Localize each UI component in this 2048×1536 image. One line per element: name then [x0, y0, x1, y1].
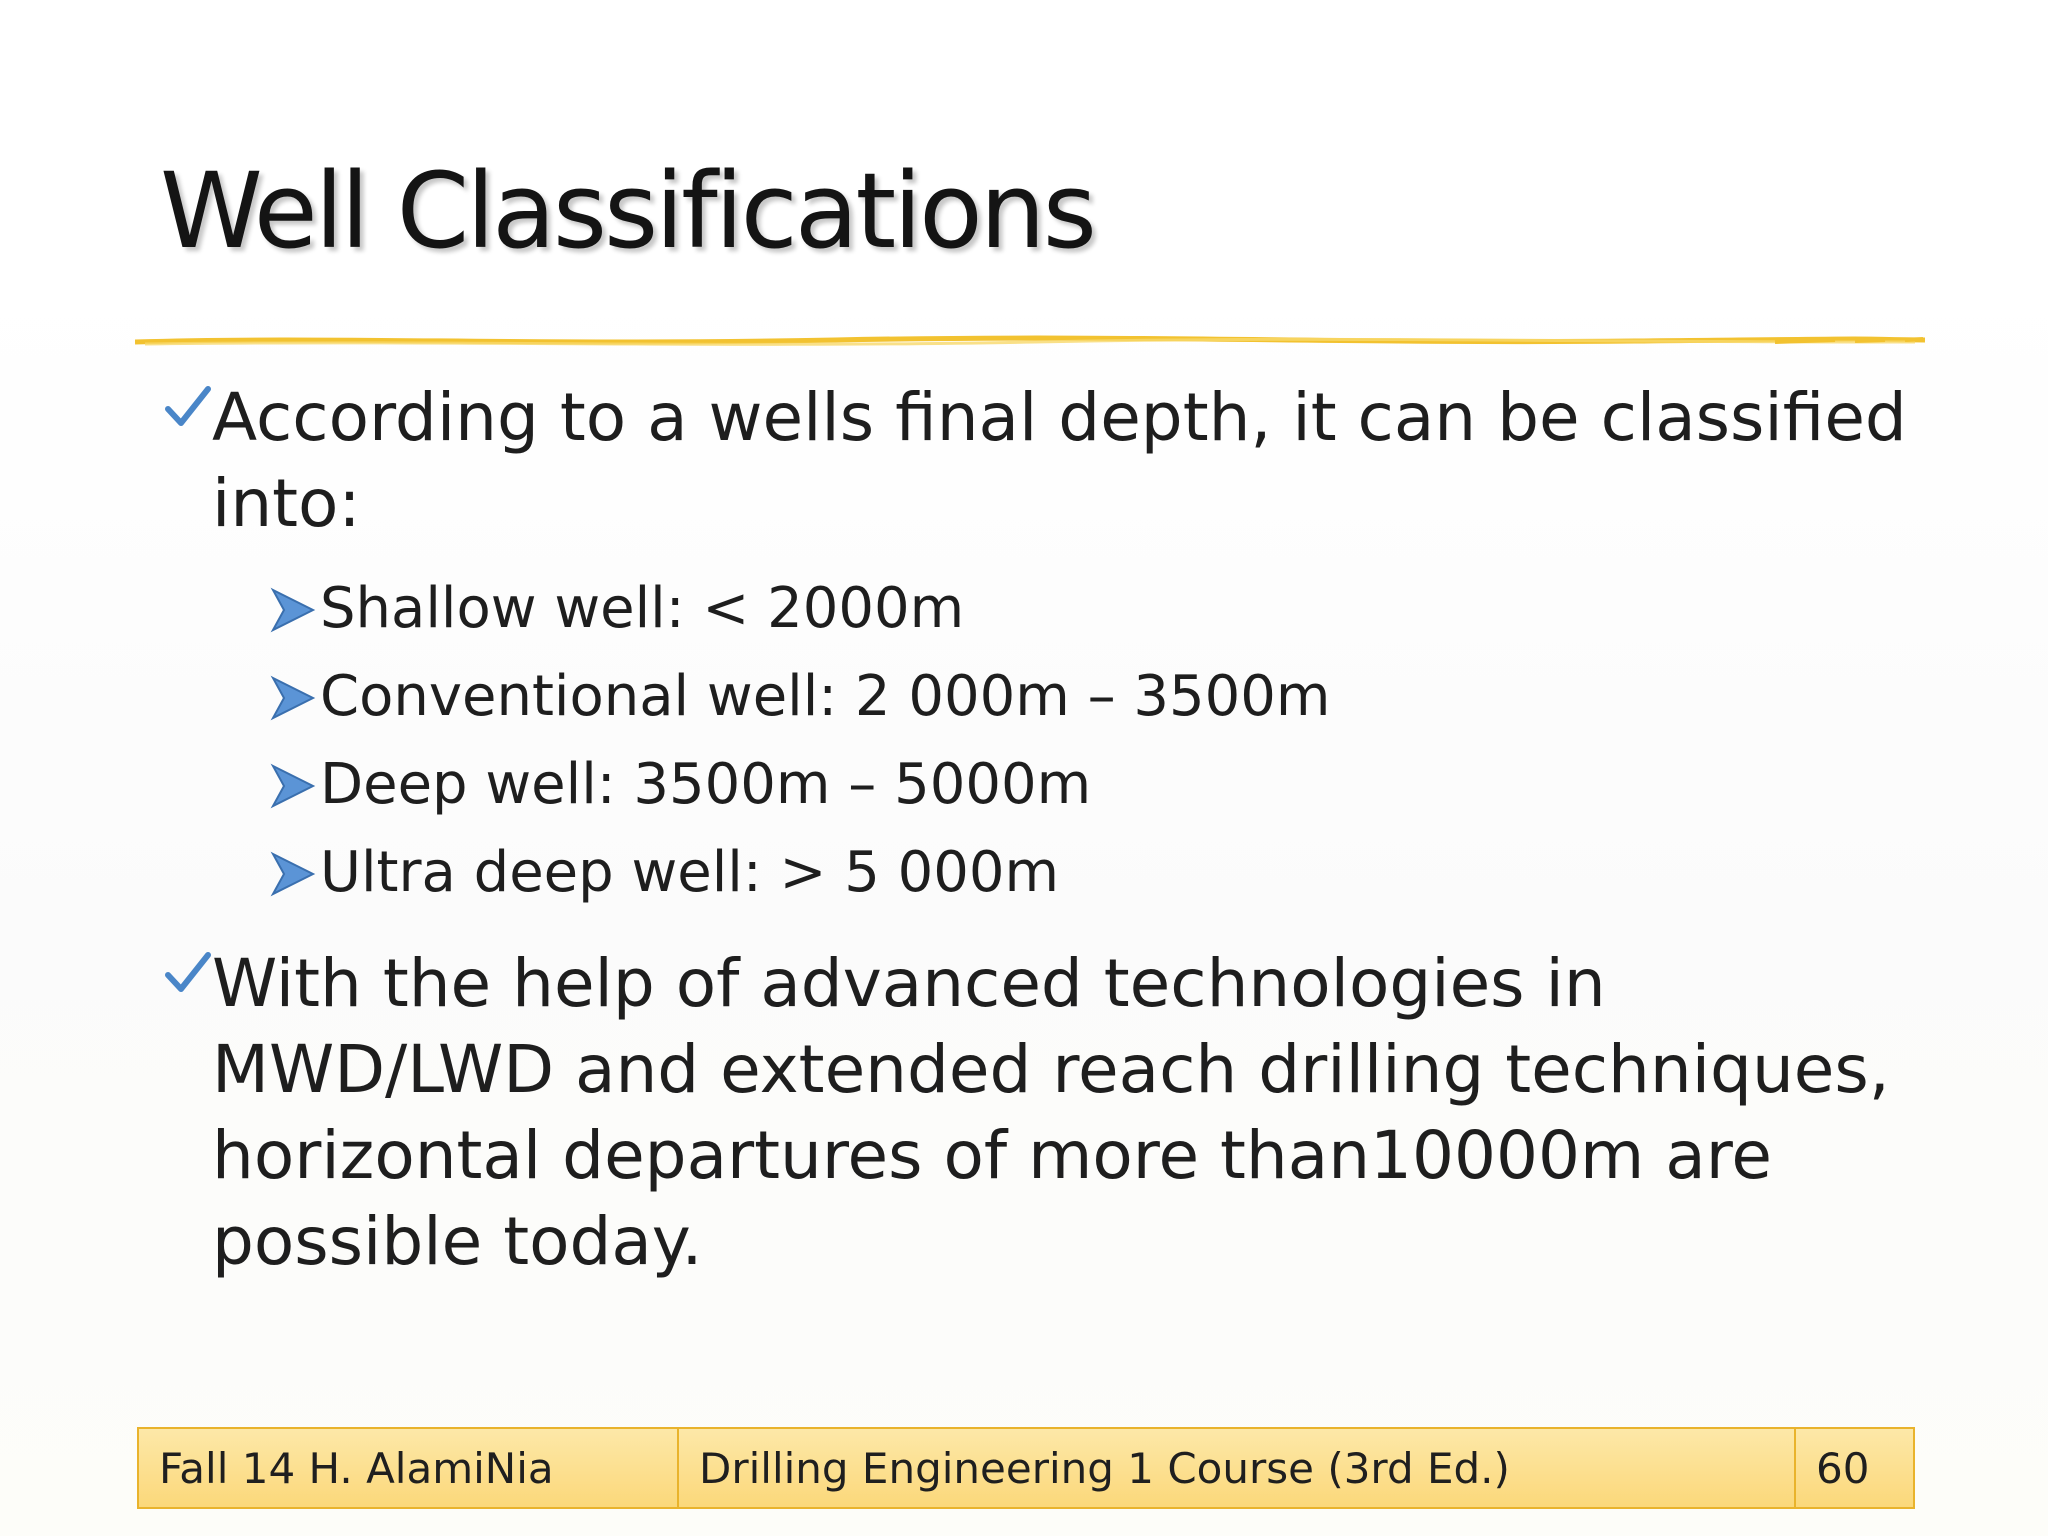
arrow-bullet-icon [270, 763, 316, 809]
slide-footer [137, 1427, 1915, 1509]
title-underline [135, 330, 1925, 354]
list-item-text: Conventional well: 2 000m – 3500m [320, 664, 1331, 729]
footer-page-number: 60 [1816, 1443, 1870, 1493]
footer-author: Fall 14 H. AlamiNia [139, 1429, 679, 1507]
arrow-bullet-icon [270, 851, 316, 897]
slide-title: Well Classifications [160, 150, 1094, 272]
checkmark-icon [164, 383, 212, 431]
depth-class-list [270, 565, 1930, 917]
list-item-shallow-well [270, 565, 1930, 653]
arrow-bullet-icon [270, 675, 316, 721]
list-item-text: Ultra deep well: > 5 000m [320, 840, 1060, 905]
checkmark-icon [164, 949, 212, 997]
bullet-advanced-technologies [160, 941, 1930, 1285]
slide-body [160, 375, 1930, 1285]
list-item-text: Shallow well: < 2000m [320, 576, 965, 641]
list-item-text: Deep well: 3500m – 5000m [320, 752, 1092, 817]
footer-course-title: Drilling Engineering 1 Course (3rd Ed.) [679, 1429, 1796, 1507]
bullet-depth-classification [160, 375, 1930, 547]
arrow-bullet-icon [270, 587, 316, 633]
list-item-conventional-well [270, 653, 1930, 741]
bullet-text: With the help of advanced technologies in MWD/LWD and extended reach drilling techniques, horizontal departures of more than10000m are possible today. [212, 945, 1890, 1280]
list-item-ultra-deep-well [270, 829, 1930, 917]
list-item-deep-well [270, 741, 1930, 829]
bullet-text: According to a wells final depth, it can be classified into: [212, 379, 1907, 542]
